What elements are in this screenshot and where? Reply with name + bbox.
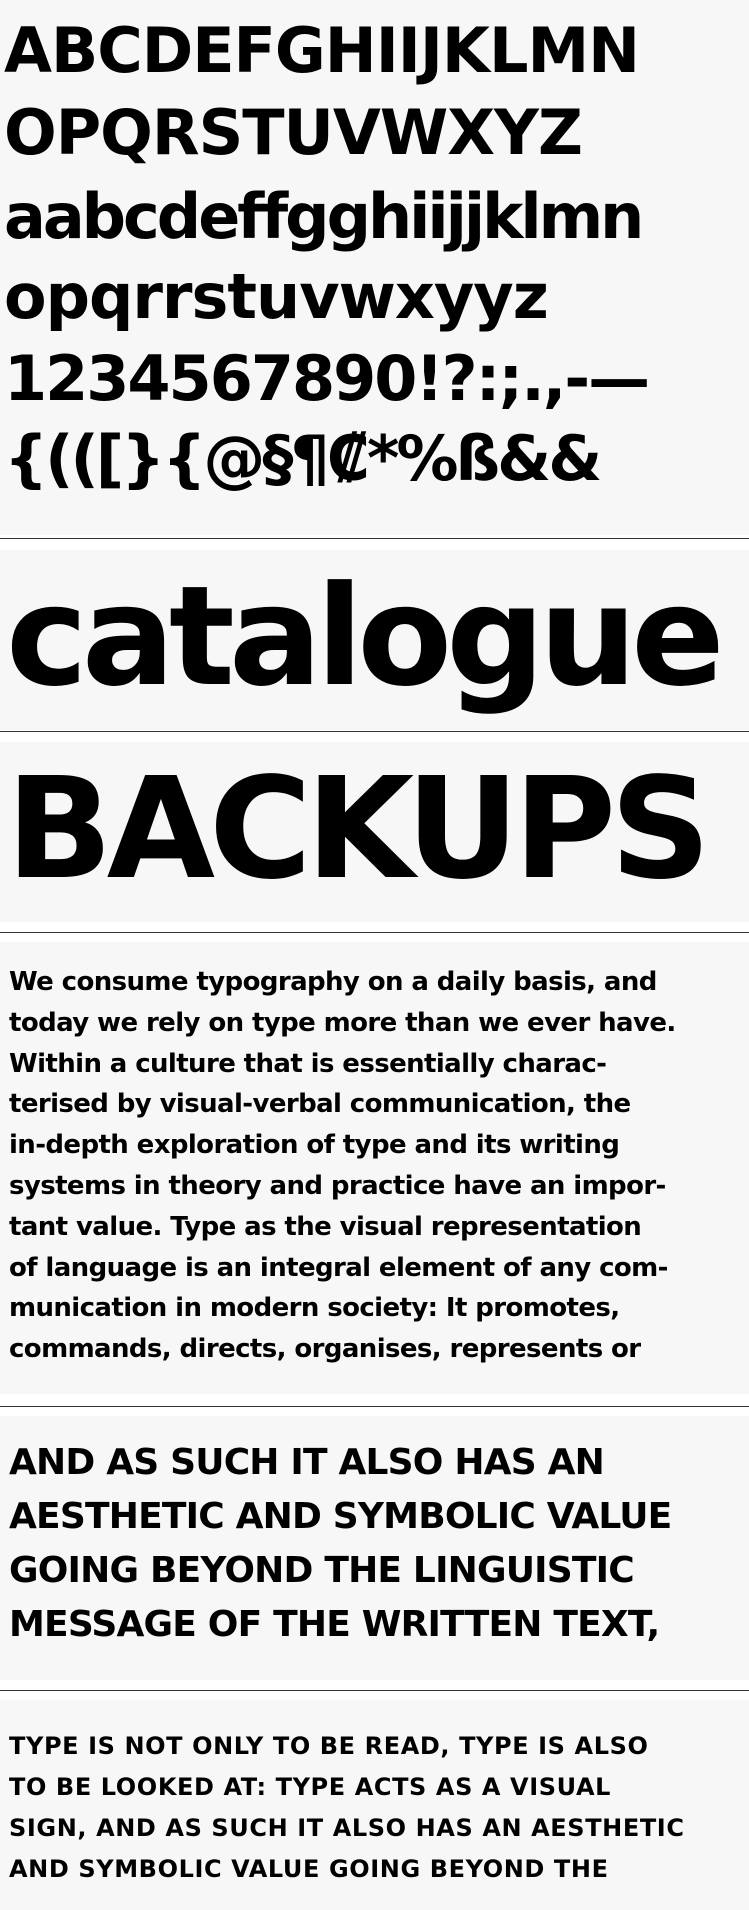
- symbols-line: {(([}{@§¶₡*%ß&&: [4, 422, 600, 495]
- lowercase-line-1: aabcdeffgghiijjklmn: [4, 180, 642, 253]
- body-line: terised by visual-verbal communication, the: [9, 1089, 631, 1120]
- divider: [0, 1406, 749, 1407]
- small-caps-text-panel: [0, 1700, 749, 1910]
- caps-line: GOING BEYOND THE LINGUISTIC: [9, 1550, 634, 1591]
- small-caps-line: TO BE LOOKED AT: TYPE ACTS AS A VISUAL: [9, 1773, 612, 1801]
- uppercase-line-1: ABCDEFGHIIJKLMN: [4, 14, 640, 87]
- specimen-word-uppercase: BACKUPS: [6, 748, 705, 911]
- specimen-word-lowercase: catalogue: [6, 556, 719, 717]
- caps-line: MESSAGE OF THE WRITTEN TEXT,: [9, 1604, 660, 1645]
- divider: [0, 932, 749, 933]
- divider: [0, 1690, 749, 1691]
- body-paragraph: [9, 962, 676, 1370]
- body-line: munication in modern society: It promotes,: [9, 1293, 620, 1324]
- specimen-caps-panel: [0, 742, 749, 922]
- figures-line: 1234567890!?:;.,-—: [4, 342, 649, 415]
- body-line: of language is an integral element of any com-: [9, 1252, 668, 1283]
- caps-line: AND AS SUCH IT ALSO HAS AN: [9, 1442, 604, 1483]
- caps-text-panel: [0, 1416, 749, 1680]
- body-line: We consume typography on a daily basis, and: [9, 967, 657, 997]
- body-line: systems in theory and practice have an impor-: [9, 1170, 666, 1201]
- divider: [0, 538, 749, 539]
- body-line: today we rely on type more than we ever have.: [9, 1007, 676, 1038]
- small-caps-paragraph: [9, 1726, 685, 1890]
- charset-panel: [0, 0, 749, 535]
- body-line: in-depth exploration of type and its writing: [9, 1130, 620, 1161]
- specimen-word-panel: [0, 550, 749, 730]
- small-caps-line: SIGN, AND AS SUCH IT ALSO HAS AN AESTHETIC: [9, 1814, 685, 1842]
- lowercase-line-2: opqrrstuvwxyyz: [4, 260, 548, 333]
- body-line: Within a culture that is essentially charac-: [9, 1048, 607, 1079]
- small-caps-line: TYPE IS NOT ONLY TO BE READ, TYPE IS ALSO: [9, 1732, 649, 1760]
- body-text-panel: [0, 942, 749, 1394]
- small-caps-line: AND SYMBOLIC VALUE GOING BEYOND THE: [9, 1855, 609, 1883]
- caps-paragraph: [9, 1436, 671, 1652]
- caps-line: AESTHETIC AND SYMBOLIC VALUE: [9, 1496, 672, 1537]
- body-line: tant value. Type as the visual representation: [9, 1211, 642, 1242]
- divider: [0, 731, 749, 732]
- body-line: commands, directs, organises, represents or: [9, 1334, 641, 1365]
- uppercase-line-2: OPQRSTUVWXYZ: [4, 96, 582, 169]
